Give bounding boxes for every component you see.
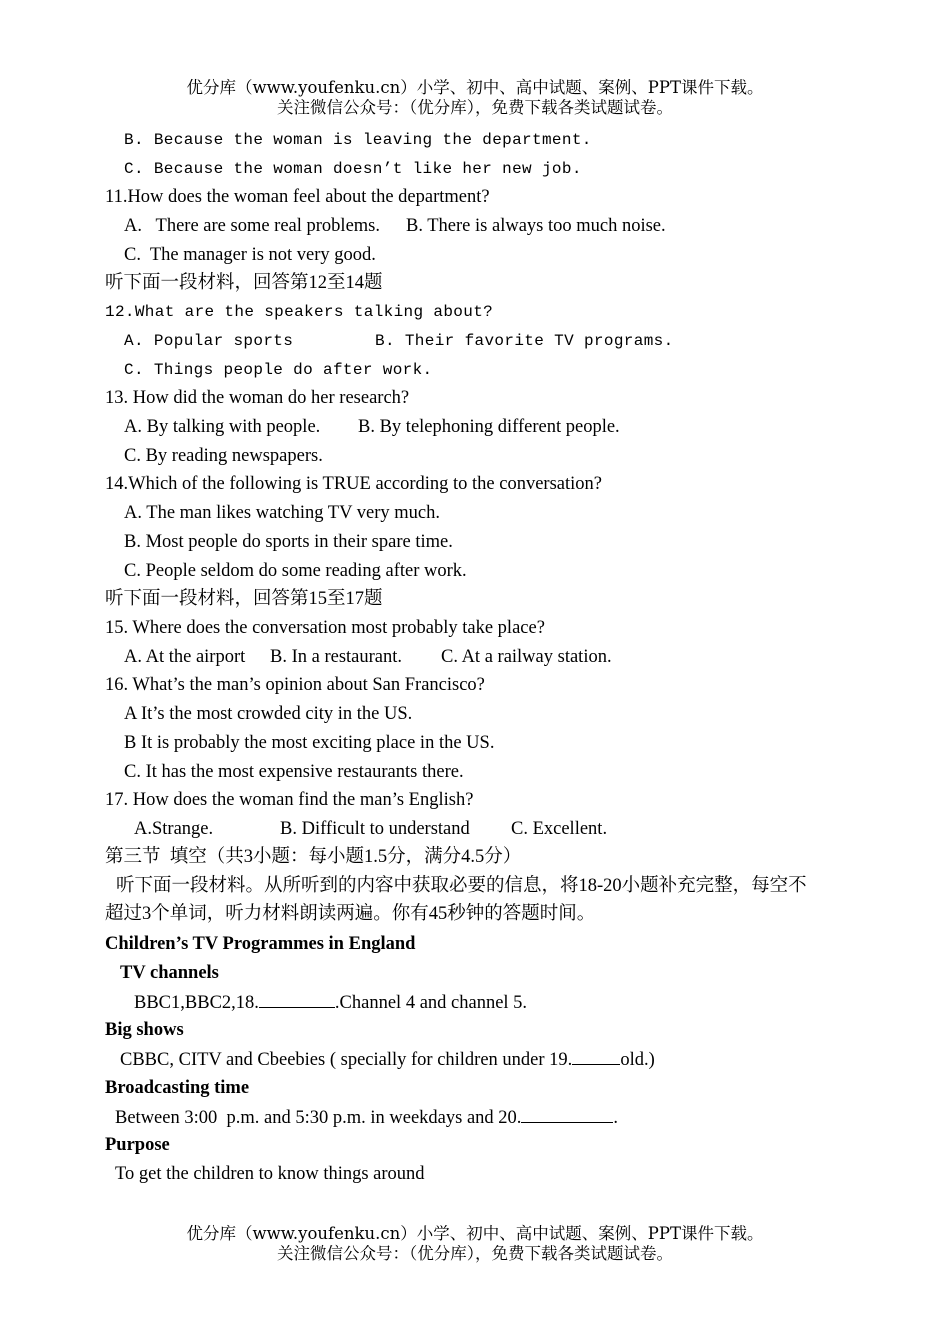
q14-option-b: B. Most people do sports in their spare time.	[124, 532, 453, 552]
header-line-2: 关注微信公众号：（优分库），免费下载各类试题试卷。	[277, 98, 673, 117]
q15-option-a: A. At the airport	[124, 647, 246, 667]
big-shows-prefix: CBBC, CITV and Cbeebies ( specially for children under 19.	[120, 1050, 573, 1070]
tv-channels-suffix: .Channel 4 and channel 5.	[334, 993, 528, 1013]
q15-option-c: C. At a railway station.	[441, 647, 612, 667]
q12-option-a: A. Popular sports	[124, 332, 294, 350]
q11-stem: 11.How does the woman feel about the department?	[105, 187, 490, 207]
section3-instruction-line-2: 超过3个单词，听力材料朗读两遍。你有45秒钟的答题时间。	[105, 904, 596, 924]
broadcasting-time-row	[115, 1105, 618, 1130]
q13-option-a: A. By talking with people.	[124, 417, 321, 437]
q11-option-c: C. The manager is not very good.	[124, 245, 376, 265]
q10-option-b: B. Because the woman is leaving the department.	[124, 131, 592, 149]
q12-option-c: C. Things people do after work.	[124, 361, 433, 379]
q17-option-b: B. Difficult to understand	[280, 819, 470, 839]
q17-option-c: C. Excellent.	[511, 819, 608, 839]
q15-stem: 15. Where does the conversation most probably take place?	[105, 618, 545, 638]
q16-option-c: C. It has the most expensive restaurants there.	[124, 762, 464, 782]
broadcasting-time-label: Broadcasting time	[105, 1078, 250, 1098]
instruction-12-14: 听下面一段材料，回答第12至14题	[105, 273, 383, 293]
broadcasting-suffix: .	[613, 1108, 619, 1128]
instruction-15-17: 听下面一段材料，回答第15至17题	[105, 589, 383, 609]
q10-option-c: C. Because the woman doesn’t like her new job.	[124, 160, 582, 178]
tv-channels-label: TV channels	[120, 963, 219, 983]
q14-option-c: C. People seldom do some reading after work.	[124, 561, 467, 581]
header-line-1: 优分库（www.youfenku.cn）小学、初中、高中试题、案例、PPT课件下载。	[186, 78, 764, 97]
tv-channels-prefix: BBC1,BBC2,18.	[134, 993, 259, 1013]
form-title: Children’s TV Programmes in England	[105, 934, 416, 954]
q14-stem: 14.Which of the following is TRUE according to the conversation?	[105, 474, 602, 494]
big-shows-label: Big shows	[105, 1020, 184, 1040]
answer-blank-18[interactable]	[259, 990, 335, 1008]
q11-option-b: B. There is always too much noise.	[406, 216, 666, 236]
q17-stem: 17. How does the woman find the man’s English?	[105, 790, 474, 810]
q12-option-b: B. Their favorite TV programs.	[375, 332, 674, 350]
footer-line-1: 优分库（www.youfenku.cn）小学、初中、高中试题、案例、PPT课件下载。	[186, 1224, 764, 1243]
q15-option-b: B. In a restaurant.	[270, 647, 403, 667]
broadcasting-prefix: Between 3:00 p.m. and 5:30 p.m. in weekdays and 20.	[115, 1108, 522, 1128]
tv-channels-row	[134, 990, 527, 1015]
q13-option-c: C. By reading newspapers.	[124, 446, 323, 466]
answer-blank-19[interactable]	[572, 1047, 620, 1065]
q16-stem: 16. What’s the man’s opinion about San Francisco?	[105, 675, 485, 695]
q14-option-a: A. The man likes watching TV very much.	[124, 503, 440, 523]
q17-option-a: A.Strange.	[134, 819, 214, 839]
q13-option-b: B. By telephoning different people.	[358, 417, 620, 437]
q13-stem: 13. How did the woman do her research?	[105, 388, 410, 408]
q16-option-a: A It’s the most crowded city in the US.	[124, 704, 413, 724]
footer-line-2: 关注微信公众号：（优分库），免费下载各类试题试卷。	[277, 1244, 673, 1263]
q16-option-b: B It is probably the most exciting place in the US.	[124, 733, 495, 753]
q12-stem: 12.What are the speakers talking about?	[105, 303, 494, 321]
section3-instruction-line-1: 听下面一段材料。从所听到的内容中获取必要的信息，将18-20小题补充完整，每空不	[116, 876, 807, 896]
big-shows-row	[120, 1047, 655, 1072]
section3-title: 第三节 填空（共3小题：每小题1.5分，满分4.5分）	[105, 847, 522, 867]
purpose-label: Purpose	[105, 1135, 170, 1155]
purpose-text: To get the children to know things around	[115, 1164, 425, 1184]
q11-option-a: A. There are some real problems.	[124, 216, 380, 236]
big-shows-suffix: old.)	[620, 1050, 655, 1070]
answer-blank-20[interactable]	[521, 1105, 613, 1123]
